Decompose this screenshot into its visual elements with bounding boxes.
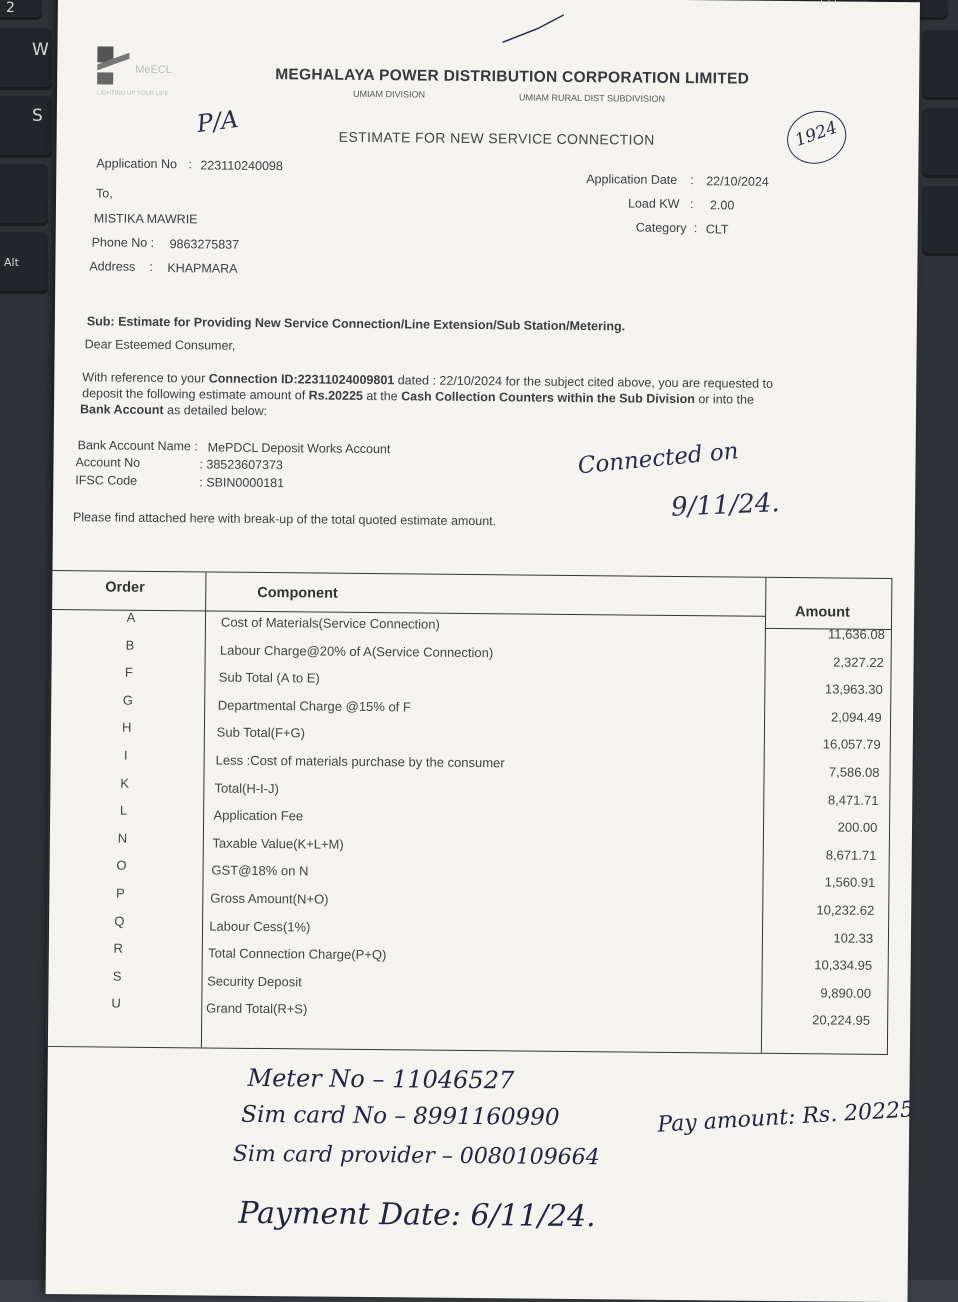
application-no: 223110240098 [200,158,283,174]
key-2: 2 [0,0,42,20]
consumer-name: MISTIKA MAWRIE [93,211,198,227]
attachment-note: Please find attached here with break-up of the total quoted estimate amount. [72,510,497,529]
address-value: KHAPMARA [167,261,238,276]
row-order: K [120,775,130,791]
subdivision-label: UMIAM RURAL DIST SUBDIVISION [518,92,666,104]
load-label: Load KW [627,196,680,211]
row-amount: 7,586.08 [828,764,880,780]
row-amount: 10,334.95 [814,957,873,974]
row-order: I [123,747,128,763]
row-component: Sub Total(F+G) [216,724,306,741]
row-amount: 2,327.22 [833,654,884,670]
application-date-label: Application Date [586,172,678,187]
handwritten-connected-note: Connected on [576,438,740,480]
bank-account-name-label: Bank Account Name : [77,438,198,454]
load-colon: : [689,197,694,212]
row-order: Q [114,913,125,929]
load-value: 2.00 [709,198,735,213]
row-amount: 8,471.71 [827,792,879,808]
row-amount: 10,232.62 [816,902,875,918]
svg-text:MeECL: MeECL [135,63,173,77]
account-no-label: Account No [75,455,141,470]
row-component: Gross Amount(N+O) [210,890,329,907]
phone-value: 9863275837 [169,237,240,252]
handwritten-payment-date: Payment Date: 6/11/24. [238,1195,596,1235]
row-component: Total Connection Charge(P+Q) [208,945,387,963]
row-order: H [121,720,132,736]
row-component: Application Fee [213,807,304,824]
key-right-1 [922,30,958,100]
letter-para-line1: With reference to your Connection ID:22311024009801 dated : 22/10/2024 for the subject cited above, you are requested to [82,370,774,391]
category-label: Category [635,220,687,236]
row-order: U [111,995,121,1012]
division-label: UMIAM DIVISION [353,88,426,100]
column-header-order: Order [105,579,145,596]
row-component: Grand Total(R+S) [205,1000,308,1017]
row-order: B [125,637,135,653]
handwritten-sim-card-no: Sim card No – 8991160990 [241,1101,560,1131]
letter-para-line3: Bank Account as detailed below: [79,402,268,419]
key-blank [0,164,48,226]
salutation: Dear Esteemed Consumer, [84,337,236,353]
address-colon: : [149,259,153,274]
handwritten-meter-no: Meter No – 11046527 [247,1063,515,1095]
pen-mark [497,8,567,49]
row-component: Departmental Charge @15% of F [217,697,411,715]
row-component: Less :Cost of materials purchase by the consumer [215,752,505,771]
category-colon: : [693,221,698,236]
row-component: Security Deposit [207,973,302,990]
row-component: Cost of Materials(Service Connection) [220,614,440,632]
bank-account-name: MePDCL Deposit Works Account [207,440,391,457]
row-amount: 13,963.30 [824,681,883,698]
row-component: Labour Cess(1%) [209,918,311,935]
letter-para-line2: deposit the following estimate amount of Rs.20225 at the Cash Collection Counters within the Sub Division or into the [82,386,755,407]
handwritten-pay-amount: Pay amount: Rs. 20225 [656,1097,915,1138]
row-order: A [126,609,136,625]
category-value: CLT [705,222,729,237]
row-order: P [115,885,125,901]
circled-number [780,103,854,172]
key-right-2 [922,108,958,178]
row-order: R [113,940,124,956]
document-title: ESTIMATE FOR NEW SERVICE CONNECTION [338,128,655,148]
application-date-colon: : [690,173,694,188]
row-component: Sub Total (A to E) [218,669,320,686]
row-order: G [122,692,133,708]
to-label: To, [96,186,113,201]
circled-number-text: 1924 [792,117,840,151]
key-w: W [0,28,52,90]
ifsc-label: IFSC Code [75,473,138,488]
row-amount: 200.00 [837,819,878,836]
row-amount: 102.33 [833,930,874,946]
handwritten-connected-date: 9/11/24. [670,488,781,523]
company-logo [95,44,225,97]
row-component: Labour Charge@20% of A(Service Connection) [219,642,494,660]
application-no-colon: : [188,157,192,172]
ifsc-value: : SBIN0000181 [199,475,285,491]
account-no: : 38523607373 [199,457,283,473]
key-s: S [0,96,52,158]
key-alt: Alt [0,232,48,294]
subject-line: Sub: Estimate for Providing New Service Connection/Line Extension/Sub Station/Metering. [86,314,626,334]
row-order: L [119,802,128,818]
row-amount: 16,057.79 [822,736,881,753]
application-date: 22/10/2024 [706,174,769,189]
row-component: Taxable Value(K+L+M) [212,835,344,852]
row-order: S [112,968,122,984]
application-no-label: Application No [96,156,178,172]
handwritten-sim-provider: Sim card provider – 0080109664 [232,1141,600,1171]
estimate-document [46,0,920,1302]
row-amount: 1,560.91 [824,874,876,891]
estimate-table [46,570,893,1055]
row-amount: 2,094.49 [831,709,882,725]
address-label: Address [89,259,136,274]
phone-label: Phone No : [91,235,155,250]
org-name: MEGHALAYA POWER DISTRIBUTION CORPORATION LIMITED [275,66,750,88]
row-component: GST@18% on N [211,862,309,879]
row-amount: 8,671.71 [825,847,877,863]
row-order: F [124,664,133,680]
column-header-component: Component [257,584,338,602]
row-order: O [116,857,127,874]
row-amount: 9,890.00 [820,985,872,1001]
row-component: Total(H-I-J) [214,780,279,796]
row-amount: 20,224.95 [812,1012,871,1029]
svg-text:LIGHTING UP YOUR LIFE: LIGHTING UP YOUR LIFE [97,90,169,98]
handwritten-initials: P/A [195,104,241,139]
row-amount: 11,636.08 [827,626,885,642]
row-order: N [117,830,128,846]
key-right-3 [922,186,958,256]
column-header-amount: Amount [795,604,850,621]
